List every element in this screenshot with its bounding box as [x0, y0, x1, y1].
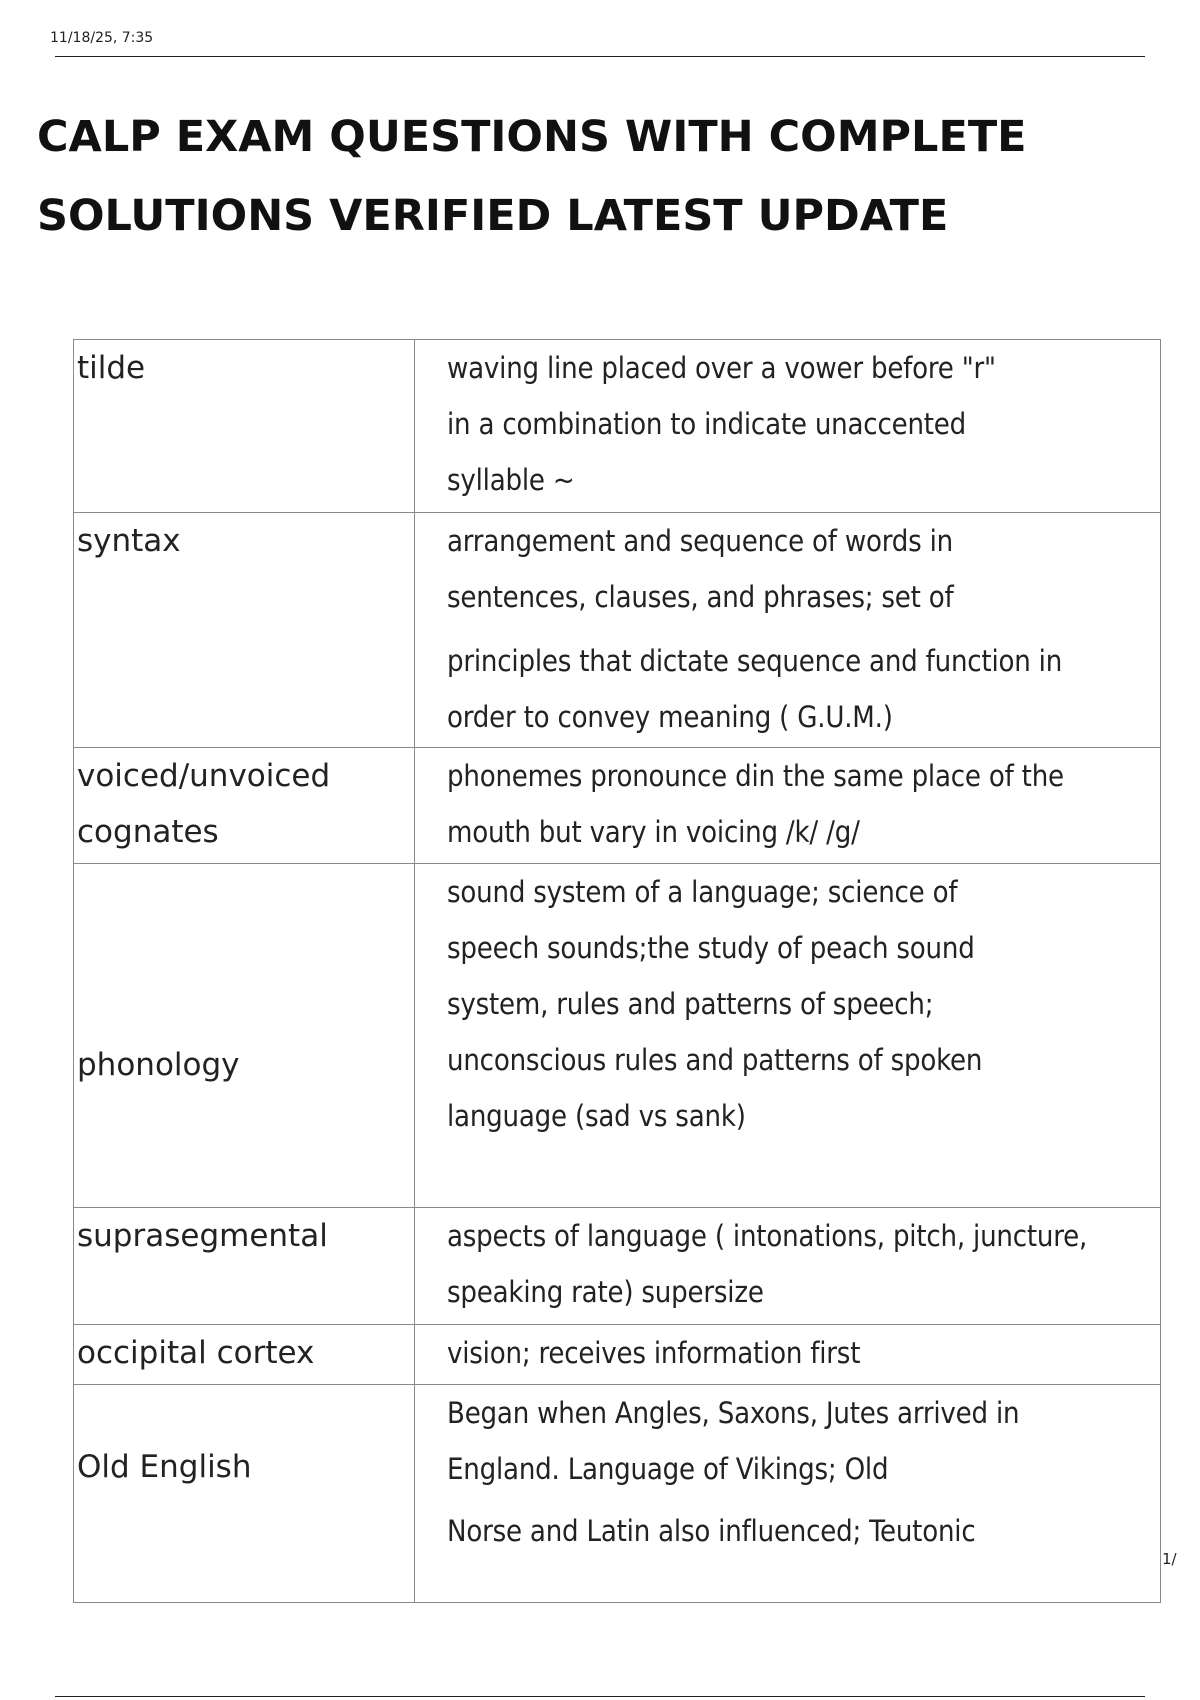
document-title [37, 98, 1137, 256]
definition-line: sound system of a language; science of [447, 875, 958, 909]
term-text: occipital cortex [77, 1335, 315, 1371]
definition-cell [415, 748, 1161, 864]
definition-cell [415, 1208, 1161, 1325]
print-timestamp: 11/18/25, 7:35 [50, 30, 154, 46]
definition-line: Began when Angles, Saxons, Jutes arrived in [447, 1396, 1020, 1430]
definition-line: Norse and Latin also influenced; Teutonic [447, 1514, 976, 1548]
definition-line: vision; receives information first [447, 1336, 861, 1370]
definition-line: speaking rate) supersize [447, 1275, 764, 1309]
table-row [74, 748, 1161, 864]
definition-line: system, rules and patterns of speech; [447, 987, 934, 1021]
definition-line: language (sad vs sank) [447, 1099, 746, 1133]
term-text: tilde [77, 350, 146, 386]
definition-cell [415, 1325, 1161, 1385]
definition-cell [415, 340, 1161, 513]
definition-line: phonemes pronounce din the same place of the [447, 759, 1064, 793]
term-text: syntax [77, 523, 181, 559]
title-line-1: CALP EXAM QUESTIONS WITH COMPLETE [37, 112, 1027, 162]
definition-line: unconscious rules and patterns of spoken [447, 1043, 983, 1077]
definition-line: order to convey meaning ( G.U.M.) [447, 700, 893, 734]
definition-line: in a combination to indicate unaccented [447, 407, 967, 441]
definition-line: arrangement and sequence of words in [447, 524, 953, 558]
term-cell [74, 513, 415, 748]
table-row [74, 1325, 1161, 1385]
table-row [74, 1385, 1161, 1603]
definition-line: waving line placed over a vower before "r" [447, 351, 996, 385]
page-number: 1/ [1162, 1550, 1177, 1568]
title-line-2: SOLUTIONS VERIFIED LATEST UPDATE [37, 191, 949, 241]
glossary-table [73, 339, 1161, 1603]
definition-line: syllable ~ [447, 463, 575, 497]
table-row [74, 864, 1161, 1208]
term-cell [74, 340, 415, 513]
term-cell [74, 1325, 415, 1385]
definition-line: sentences, clauses, and phrases; set of [447, 580, 954, 614]
definition-cell [415, 864, 1161, 1208]
term-cell [74, 1208, 415, 1325]
definition-cell [415, 1385, 1161, 1603]
term-text: voiced/unvoiced [77, 758, 331, 794]
term-text: cognates [77, 814, 219, 850]
term-text: suprasegmental [77, 1218, 328, 1254]
term-cell [74, 864, 415, 1208]
table-row [74, 340, 1161, 513]
term-text: Old English [77, 1449, 252, 1485]
term-cell [74, 1385, 415, 1603]
table-row [74, 513, 1161, 748]
definition-line: speech sounds;the study of peach sound [447, 931, 975, 965]
footer-divider [55, 1696, 1145, 1697]
definition-line: England. Language of Vikings; Old [447, 1452, 889, 1486]
definition-cell [415, 513, 1161, 748]
header-divider [55, 56, 1145, 57]
term-cell [74, 748, 415, 864]
table-row [74, 1208, 1161, 1325]
definition-line: mouth but vary in voicing /k/ /g/ [447, 815, 860, 849]
definition-line: aspects of language ( intonations, pitch, juncture, [447, 1219, 1088, 1253]
definition-line: principles that dictate sequence and function in [447, 644, 1063, 678]
term-text: phonology [77, 1046, 240, 1083]
